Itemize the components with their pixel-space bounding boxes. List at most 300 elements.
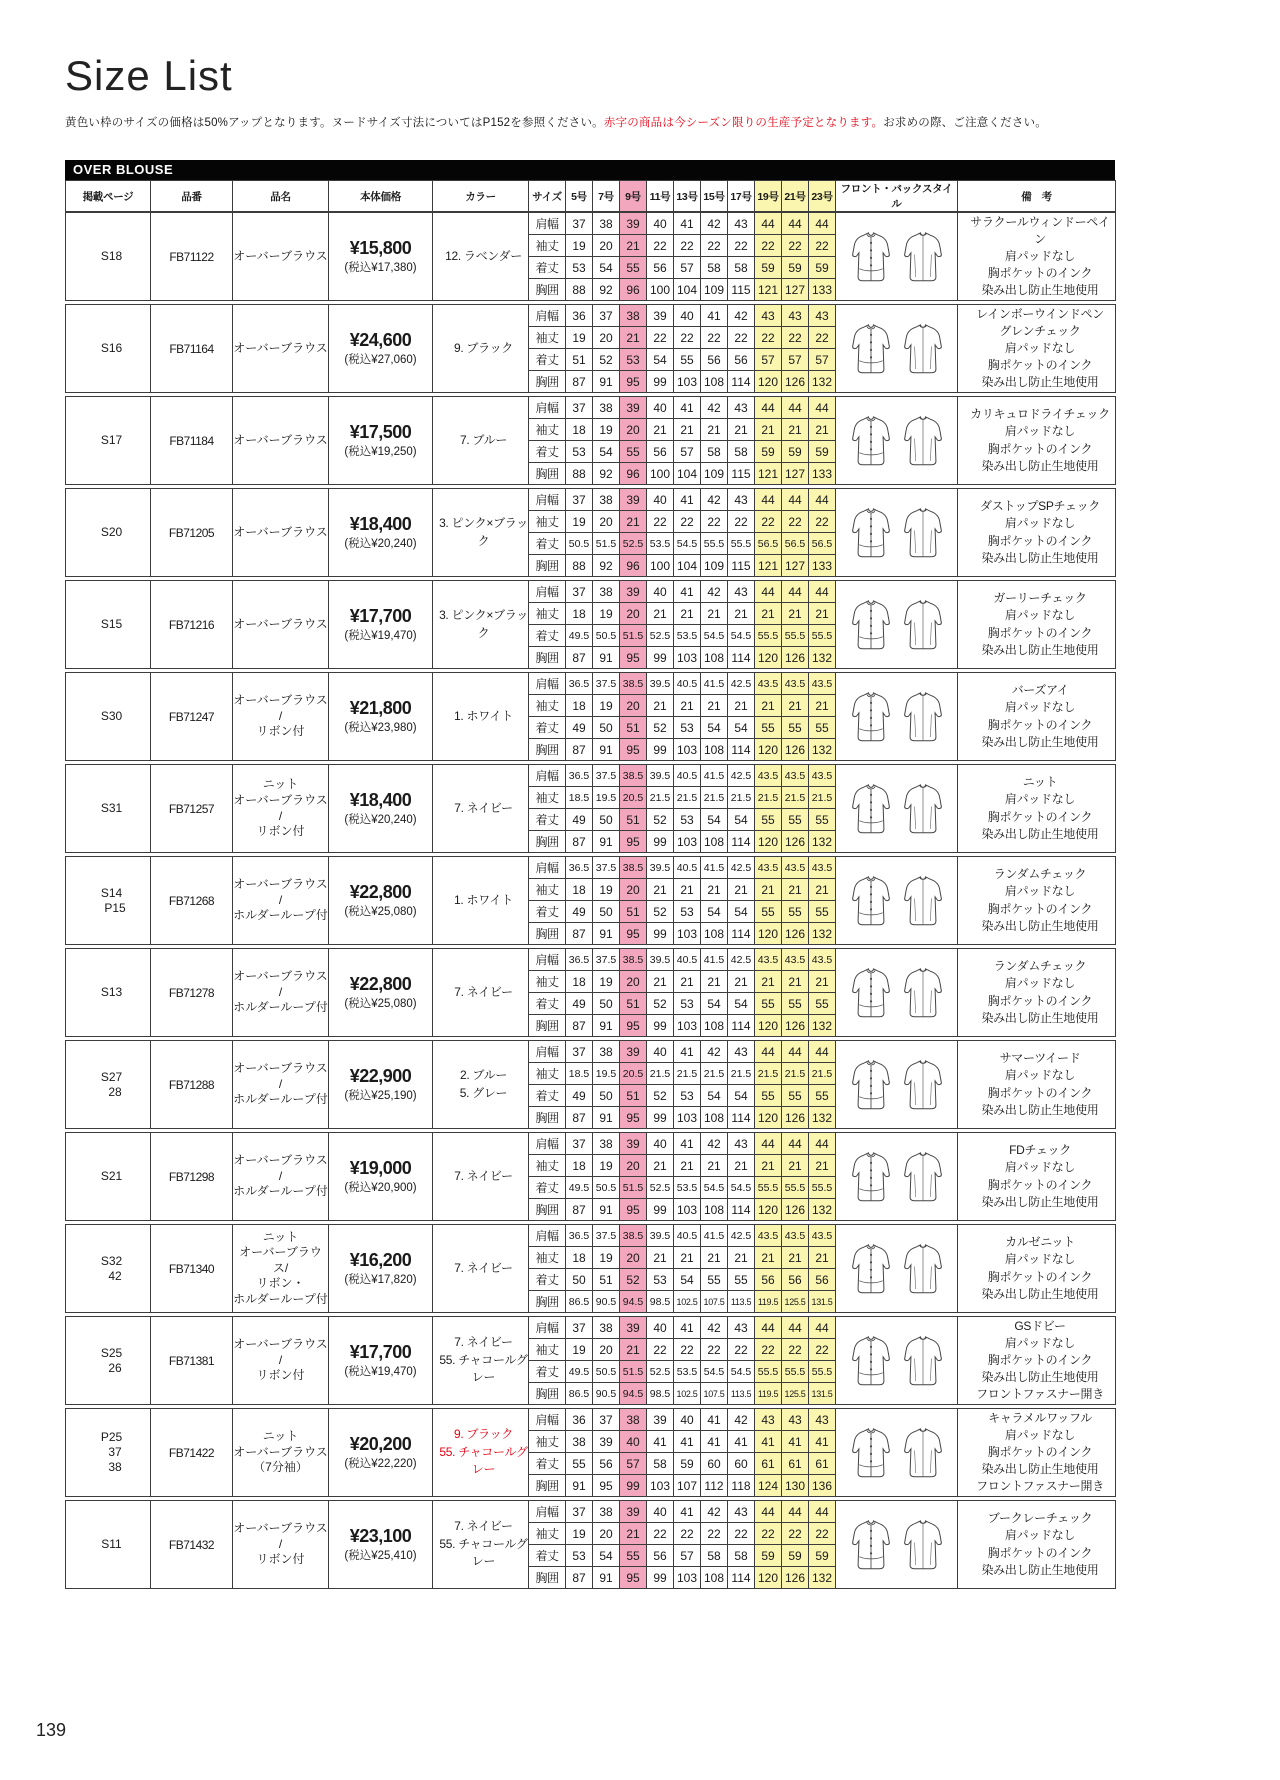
size-value-cell: 22 [755,511,782,533]
size-value-cell: 38.5 [620,673,647,695]
size-value-cell: 21 [647,603,674,625]
size-value-cell: 21 [782,695,809,717]
size-value-cell: 36 [566,1409,593,1431]
size-value-cell: 22 [701,1523,728,1545]
size-value-cell: 21 [755,603,782,625]
measure-label: 胸囲 [529,279,566,301]
size-value-cell: 49 [566,809,593,831]
size-value-cell: 59 [674,1453,701,1475]
size-value-cell: 55 [782,993,809,1015]
size-value-cell: 44 [809,1501,836,1523]
color-option: 7. ネイビー [454,984,513,999]
remark-line: 肩パッドなし [1004,792,1076,807]
size-value-cell: 88 [566,555,593,577]
size-value-cell: 43.5 [755,765,782,787]
price-cell [329,1501,433,1589]
price-cell [329,949,433,1037]
size-value-cell: 99 [647,1015,674,1037]
price-tax-value: (税込¥20,240) [344,814,417,827]
size-value-cell: 42 [728,305,755,327]
size-value-cell: 37 [593,305,620,327]
product-block-FB71381 [65,1316,1116,1405]
size-value-cell: 43.5 [755,673,782,695]
remark-line: バーズアイ [1011,683,1069,698]
size-value-cell: 41 [674,1501,701,1523]
blouse-back-illustration-icon [897,617,949,631]
size-value-cell: 42.5 [728,765,755,787]
remark-line: 肩パッドなし [1004,1528,1076,1543]
price-tax-value: (税込¥19,470) [344,1366,417,1379]
measure-label: 着丈 [529,441,566,463]
size-value-cell: 22 [674,1523,701,1545]
size-value-cell: 38 [620,1409,647,1431]
size-value-cell: 107.5 [701,1383,728,1405]
measure-label: 袖丈 [529,1247,566,1269]
size-value-cell: 21 [782,1155,809,1177]
size-value-cell: 52 [647,809,674,831]
size-value-cell: 99 [647,1107,674,1129]
remark-line: 染み出し防止生地使用 [981,458,1099,473]
measure-label: 袖丈 [529,1155,566,1177]
size-value-cell: 20 [593,1523,620,1545]
product-name-line: オーバーブラウス / [233,877,328,907]
size-value-cell: 43.5 [755,857,782,879]
size-value-cell: 53.5 [674,1361,701,1383]
catalog-page-ref: S25 [100,1345,123,1360]
measure-label: 袖丈 [529,879,566,901]
size-value-cell: 55 [620,441,647,463]
measure-row [66,1133,1116,1155]
catalog-page-cell [66,949,151,1037]
catalog-page-cell [66,1041,151,1129]
size-value-cell: 114 [728,923,755,945]
size-value-cell: 55 [674,349,701,371]
size-value-cell: 51 [620,1085,647,1107]
size-value-cell: 44 [755,1501,782,1523]
front-back-style-cell [836,305,958,393]
size-value-cell: 21.5 [728,1063,755,1085]
size-value-cell: 22 [728,511,755,533]
size-value-cell: 99 [647,739,674,761]
blouse-back-illustration-icon [897,249,949,263]
size-value-cell: 60 [701,1453,728,1475]
blouse-back-illustration-icon [897,1169,949,1183]
blouse-back-illustration-icon [897,525,949,539]
size-value-cell: 20 [620,971,647,993]
measure-label: 袖丈 [529,1063,566,1085]
product-name-cell [233,765,329,853]
size-value-cell: 44 [782,1501,809,1523]
size-value-cell: 54 [674,1269,701,1291]
size-value-cell: 44 [755,1041,782,1063]
product-name-cell [233,949,329,1037]
remarks-cell [958,765,1116,853]
size-value-cell: 121 [755,279,782,301]
price-tax-value: (税込¥27,060) [344,354,417,367]
color-option: 7. ネイビー [454,1260,513,1275]
measure-label: 着丈 [529,1177,566,1199]
size-value-cell: 55 [809,1085,836,1107]
size-value-cell: 37 [566,397,593,419]
measure-label: 着丈 [529,901,566,923]
product-name-cell [233,489,329,577]
column-header-remarks: 備 考 [958,181,1116,212]
size-value-cell: 132 [809,1107,836,1129]
size-value-cell: 22 [728,327,755,349]
size-value-cell: 21 [674,971,701,993]
size-value-cell: 51 [593,1269,620,1291]
size-value-cell: 50.5 [566,533,593,555]
size-value-cell: 44 [755,397,782,419]
size-value-cell: 55 [701,1269,728,1291]
size-value-cell: 20 [593,235,620,257]
size-value-cell: 21.5 [647,1063,674,1085]
size-value-cell: 43.5 [782,673,809,695]
size-value-cell: 44 [782,213,809,235]
product-name-line: ホルダーループ付 [233,1291,328,1306]
product-name-line: リボン・ [256,1276,305,1291]
product-block-FB71247 [65,672,1116,761]
price-tax-value: (税込¥19,470) [344,630,417,643]
product-name-cell [233,397,329,485]
price-tax-value: (税込¥25,410) [344,1550,417,1563]
size-value-cell: 43 [728,1133,755,1155]
size-value-cell: 18 [566,603,593,625]
remark-line: フロントファスナー開き [976,1387,1104,1402]
remark-line: 染み出し防止生地使用 [981,918,1099,933]
product-name-line: ニット [262,1429,299,1444]
size-value-cell: 52 [620,1269,647,1291]
measure-row [66,213,1116,235]
size-value-cell: 21 [647,879,674,901]
catalog-page-ref: 38 [108,1460,122,1474]
price-value: ¥15,800 [349,237,412,258]
blouse-front-illustration-icon [845,617,897,631]
note-text-red: 赤字の商品は今シーズン限りの生産予定となります。 [603,117,884,129]
size-value-cell: 36.5 [566,1225,593,1247]
size-value-cell: 55.5 [782,625,809,647]
catalog-page-cell [66,581,151,669]
size-value-cell: 103 [674,1015,701,1037]
size-value-cell: 115 [728,279,755,301]
size-value-cell: 38 [593,1041,620,1063]
measure-row [66,1317,1116,1339]
size-value-cell: 55.5 [701,533,728,555]
size-value-cell: 39 [620,489,647,511]
product-code: FB71247 [151,673,233,761]
price-value: ¥22,800 [349,881,412,902]
size-value-cell: 37 [566,1041,593,1063]
size-value-cell: 56 [593,1453,620,1475]
product-block-FB71432 [65,1500,1116,1589]
size-value-cell: 43 [728,1041,755,1063]
blouse-back-illustration-icon [897,709,949,723]
size-value-cell: 55.5 [782,1177,809,1199]
size-value-cell: 51 [620,809,647,831]
size-value-cell: 103 [674,739,701,761]
remark-line: 胸ポケットのインク [987,625,1093,640]
size-value-cell: 21 [620,511,647,533]
price-tax-value: (税込¥19,250) [344,446,417,459]
remarks-cell [958,1317,1116,1405]
size-value-cell: 21 [674,603,701,625]
column-header-style: フロント・バックスタイル [836,181,958,212]
size-value-cell: 22 [674,1339,701,1361]
size-value-cell: 39.5 [647,673,674,695]
size-value-cell: 108 [701,831,728,853]
size-value-cell: 41 [674,397,701,419]
column-header-code: 品番 [151,181,233,212]
front-back-style-cell [836,581,958,669]
size-value-cell: 99 [647,647,674,669]
measure-row [66,581,1116,603]
size-value-cell: 87 [566,1107,593,1129]
measure-label: 胸囲 [529,1199,566,1221]
column-header-page: 掲載ページ [66,181,151,212]
measure-row [66,949,1116,971]
remark-line: ランダムチェック [993,959,1087,974]
size-value-cell: 87 [566,1015,593,1037]
size-value-cell: 107 [674,1475,701,1497]
size-value-cell: 39 [620,1317,647,1339]
size-value-cell: 22 [755,235,782,257]
size-value-cell: 100 [647,279,674,301]
product-code: FB71122 [151,213,233,301]
catalog-page-ref: S11 [101,1537,122,1551]
size-value-cell: 51.5 [620,625,647,647]
size-value-cell: 59 [809,441,836,463]
color-cell [433,673,529,761]
blouse-front-illustration-icon [845,1445,897,1459]
product-name-cell [233,1041,329,1129]
product-name-line: オーバーブラウス / [233,1153,328,1183]
size-value-cell: 58 [701,257,728,279]
size-value-cell: 114 [728,739,755,761]
size-value-cell: 114 [728,647,755,669]
size-value-cell: 39 [620,1501,647,1523]
size-value-cell: 21 [647,971,674,993]
size-value-cell: 54 [701,993,728,1015]
size-value-cell: 59 [782,441,809,463]
product-name-line: オーバーブラウス / [233,1061,328,1091]
size-value-cell: 95 [620,371,647,393]
size-value-cell: 124 [755,1475,782,1497]
size-value-cell: 52 [647,1085,674,1107]
size-value-cell: 19 [593,971,620,993]
size-value-cell: 113.5 [728,1383,755,1405]
catalog-page-cell [66,489,151,577]
size-value-cell: 55.5 [782,1361,809,1383]
size-value-cell: 22 [755,327,782,349]
size-value-cell: 126 [782,1015,809,1037]
size-value-cell: 120 [755,831,782,853]
size-value-cell: 21 [809,1247,836,1269]
remark-line: カルゼニット [1005,1235,1075,1250]
measure-label: 胸囲 [529,463,566,485]
size-value-cell: 121 [755,555,782,577]
catalog-page-ref: 42 [108,1268,122,1283]
size-value-cell: 120 [755,1199,782,1221]
remark-line: 胸ポケットのインク [987,266,1093,281]
blouse-back-illustration-icon [897,1445,949,1459]
size-value-cell: 120 [755,1567,782,1589]
size-value-cell: 39 [620,397,647,419]
size-value-cell: 50 [593,809,620,831]
size-value-cell: 53 [674,717,701,739]
size-value-cell: 39.5 [647,949,674,971]
size-value-cell: 43 [782,1409,809,1431]
size-value-cell: 51.5 [620,1361,647,1383]
size-value-cell: 132 [809,739,836,761]
catalog-page-ref: S27 [100,1069,123,1084]
size-value-cell: 21 [674,1155,701,1177]
size-value-cell: 21 [782,1247,809,1269]
size-value-cell: 21 [701,695,728,717]
catalog-page-cell [66,1133,151,1221]
color-option: 55. チャコールグレー [439,1444,528,1477]
size-value-cell: 132 [809,371,836,393]
remark-line: 染み出し防止生地使用 [981,1462,1099,1477]
size-value-cell: 126 [782,647,809,669]
size-value-cell: 39.5 [647,857,674,879]
catalog-page-cell [66,397,151,485]
size-value-cell: 90.5 [593,1383,620,1405]
remark-line: 染み出し防止生地使用 [981,642,1099,657]
size-value-cell: 108 [701,647,728,669]
size-value-cell: 38 [593,397,620,419]
blouse-front-illustration-icon [845,249,897,263]
size-value-cell: 19 [566,511,593,533]
size-value-cell: 54 [701,809,728,831]
price-cell [329,1409,433,1497]
size-value-cell: 59 [755,441,782,463]
size-value-cell: 55 [620,257,647,279]
remark-line: 染み出し防止生地使用 [981,1194,1099,1209]
price-tax-value: (税込¥25,080) [344,906,417,919]
size-value-cell: 126 [782,831,809,853]
size-value-cell: 40 [647,213,674,235]
size-value-cell: 56.5 [782,533,809,555]
size-value-cell: 88 [566,463,593,485]
size-value-cell: 88 [566,279,593,301]
product-code: FB71381 [151,1317,233,1405]
size-value-cell: 40.5 [674,1225,701,1247]
size-value-cell: 21.5 [809,1063,836,1085]
size-value-cell: 40.5 [674,673,701,695]
size-value-cell: 44 [782,1133,809,1155]
remark-line: 胸ポケットのインク [987,1352,1093,1367]
size-value-cell: 95 [620,923,647,945]
color-cell [433,765,529,853]
size-value-cell: 127 [782,463,809,485]
remarks-cell [958,581,1116,669]
remark-line: 胸ポケットのインク [987,809,1093,824]
size-value-cell: 126 [782,923,809,945]
measure-label: 袖丈 [529,1431,566,1453]
size-value-cell: 19 [593,1155,620,1177]
remark-line: ブークレーチェック [987,1511,1093,1526]
blouse-back-illustration-icon [897,1353,949,1367]
price-tax-value: (税込¥17,380) [344,262,417,275]
size-value-cell: 43.5 [809,949,836,971]
size-value-cell: 22 [809,1523,836,1545]
size-value-cell: 56 [647,441,674,463]
size-value-cell: 21 [728,879,755,901]
remark-line: 胸ポケットのインク [987,441,1093,456]
size-value-cell: 132 [809,923,836,945]
remark-line: ニット [1022,775,1058,790]
size-value-cell: 44 [755,581,782,603]
size-value-cell: 55.5 [728,533,755,555]
product-code: FB71288 [151,1041,233,1129]
size-value-cell: 91 [593,1107,620,1129]
size-value-cell: 126 [782,371,809,393]
size-value-cell: 120 [755,739,782,761]
remarks-cell [958,1409,1116,1497]
size-value-cell: 21 [674,695,701,717]
remark-line: ダストップSPチェック [980,499,1100,514]
size-value-cell: 43 [728,581,755,603]
size-value-cell: 104 [674,463,701,485]
size-value-cell: 37.5 [593,673,620,695]
size-value-cell: 109 [701,279,728,301]
size-value-cell: 22 [755,1339,782,1361]
catalog-page-ref: S20 [100,525,123,539]
size-value-cell: 99 [647,1199,674,1221]
size-value-cell: 42 [728,1409,755,1431]
product-name-line: オーバーブラウス / [233,1521,328,1551]
size-value-cell: 55.5 [755,625,782,647]
color-option: 7. ネイビー [454,1519,513,1534]
product-code: FB71164 [151,305,233,393]
size-value-cell: 91 [593,647,620,669]
remark-line: 肩パッドなし [1004,1252,1076,1267]
front-back-style-cell [836,489,958,577]
measure-label: 着丈 [529,1545,566,1567]
size-value-cell: 41 [674,489,701,511]
measure-row [66,1409,1116,1431]
size-value-cell: 43.5 [809,673,836,695]
color-option: 55. チャコールグレー [439,1352,528,1385]
size-value-cell: 18 [566,971,593,993]
product-code: FB71298 [151,1133,233,1221]
size-value-cell: 43.5 [755,949,782,971]
size-value-cell: 20 [620,879,647,901]
size-value-cell: 91 [593,371,620,393]
size-value-cell: 55.5 [809,1177,836,1199]
product-code: FB71278 [151,949,233,1037]
size-value-cell: 50 [593,993,620,1015]
size-value-cell: 104 [674,555,701,577]
color-option: 9. ブラック [453,340,513,355]
size-value-cell: 100 [647,463,674,485]
measure-label: 肩幅 [529,765,566,787]
note-text-black-1: 黄色い枠のサイズの価格は50%アップとなります。ヌードサイズ寸法についてはP152を参照ください。 [65,117,604,129]
size-value-cell: 54 [701,1085,728,1107]
remark-line: サラクールウィンドーペイン [970,214,1110,246]
product-name-cell [233,673,329,761]
size-value-cell: 108 [701,1107,728,1129]
size-value-cell: 39 [620,1133,647,1155]
size-value-cell: 59 [782,1545,809,1567]
remark-line: フロントファスナー開き [976,1479,1104,1494]
size-value-cell: 21 [647,1155,674,1177]
size-value-cell: 108 [701,1199,728,1221]
size-value-cell: 42 [701,1317,728,1339]
size-value-cell: 49.5 [566,625,593,647]
color-option: 3. ピンク×ブラック [439,516,528,548]
blouse-back-illustration-icon [897,985,949,999]
